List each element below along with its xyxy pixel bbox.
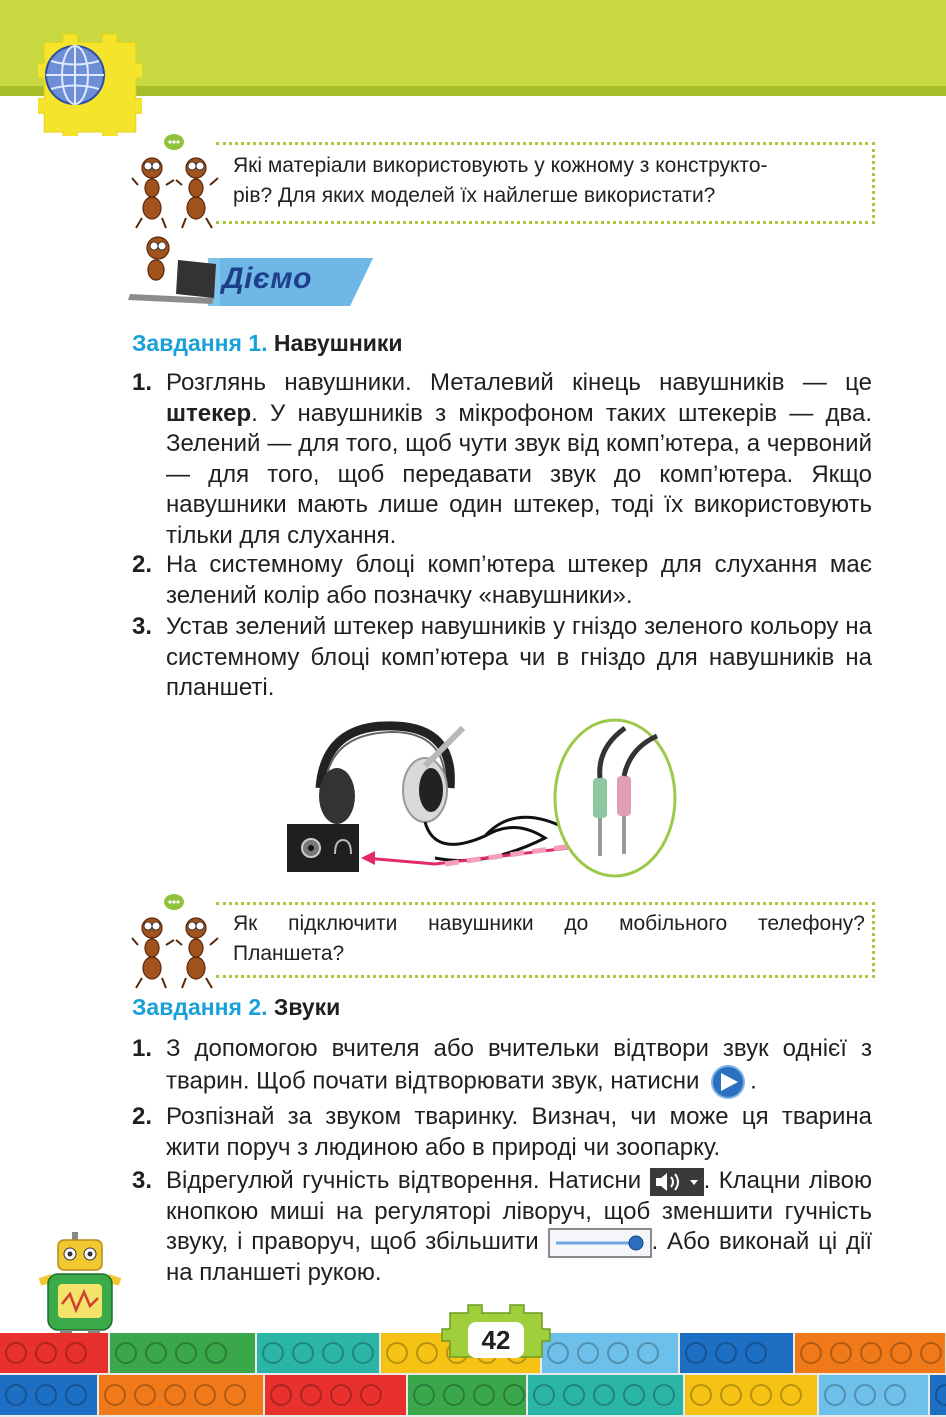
task2-item-2 bbox=[132, 1102, 872, 1164]
play-icon[interactable] bbox=[706, 1065, 750, 1099]
item-text: З допомогою вчителя або вчительки відтвори звук однієї з тварин. Щоб почати відтворювати звук, натисни . bbox=[166, 1034, 872, 1099]
dialog1-line2: рів? Для яких моделей їх найлегше використати? bbox=[233, 184, 716, 207]
page-number: 42 bbox=[468, 1322, 524, 1358]
dialog1-line1: Які матеріали використовують у кожному з конструкто- bbox=[233, 154, 768, 177]
discussion-box-2 bbox=[130, 890, 875, 985]
item-text: Устав зелений штекер навушників у гніздо зеленого кольору на системному блоці комп’ютера чи в гніздо для навушників на планшеті. bbox=[166, 613, 872, 701]
task1-item-3 bbox=[132, 612, 872, 704]
dialog2-line2: Планшета? bbox=[233, 942, 345, 965]
task1-heading bbox=[132, 330, 403, 357]
item-number: 3. bbox=[132, 1167, 153, 1194]
item-text: Розпізнай за звуком тваринку. Визнач, чи може ця тварина жити поруч з людиною або в природі чи зоопарку. bbox=[166, 1103, 872, 1161]
ants-icon bbox=[130, 890, 222, 990]
robot-icon bbox=[30, 1232, 130, 1342]
item-number: 1. bbox=[132, 1035, 153, 1062]
task2-item-1 bbox=[132, 1034, 872, 1096]
item-number: 2. bbox=[132, 1103, 153, 1130]
item-number: 2. bbox=[132, 551, 153, 578]
slider-icon[interactable] bbox=[548, 1228, 652, 1258]
globe-icon bbox=[44, 44, 106, 106]
volume-icon[interactable] bbox=[650, 1168, 704, 1196]
item-number: 3. bbox=[132, 613, 153, 640]
item-number: 1. bbox=[132, 369, 153, 396]
task2-item-3 bbox=[132, 1166, 872, 1292]
ant-laptop-icon bbox=[128, 237, 216, 304]
dialog2-line1: Як підключити навушники до мобільного телефону? bbox=[233, 912, 865, 935]
ants-icon bbox=[130, 130, 222, 230]
term-plug: штекер bbox=[166, 399, 252, 427]
task2-title: Звуки bbox=[273, 994, 341, 1020]
task1-title: Навушники bbox=[273, 330, 403, 356]
item-text: Відрегулюй гучність відтворення. Натисни . Клацни лівою кнопкою миші на регуляторі ліворуч, щоб зменшити гучність звуку, і праворуч, щоб збільшити . Або виконай ці дії на планшеті рукою. bbox=[166, 1167, 873, 1286]
task2-number: Завдання 2. bbox=[132, 994, 268, 1020]
headphones-illustration bbox=[285, 718, 680, 878]
task1-item-1 bbox=[132, 368, 872, 553]
task1-item-2 bbox=[132, 550, 872, 612]
task2-heading bbox=[132, 994, 340, 1021]
section-label: Діємо bbox=[222, 262, 312, 295]
item-text: На системному блоці комп’ютера штекер для слухання має зелений колір або позначку «навушники». bbox=[166, 551, 872, 609]
discussion-box-1 bbox=[130, 130, 875, 225]
task1-number: Завдання 1. bbox=[132, 330, 268, 356]
item-text: Розглянь навушники. Металевий кінець навушників — це штекер. У навушників з мікрофоном таких штекерів — два. Зелений — для того, щоб чути звук від комп’ютера, а червоний — для того, щоб передавати звук до комп’ютера. Якщо навушники мають лише один штекер, тоді їх використовують тільки для слухання. bbox=[166, 369, 872, 549]
